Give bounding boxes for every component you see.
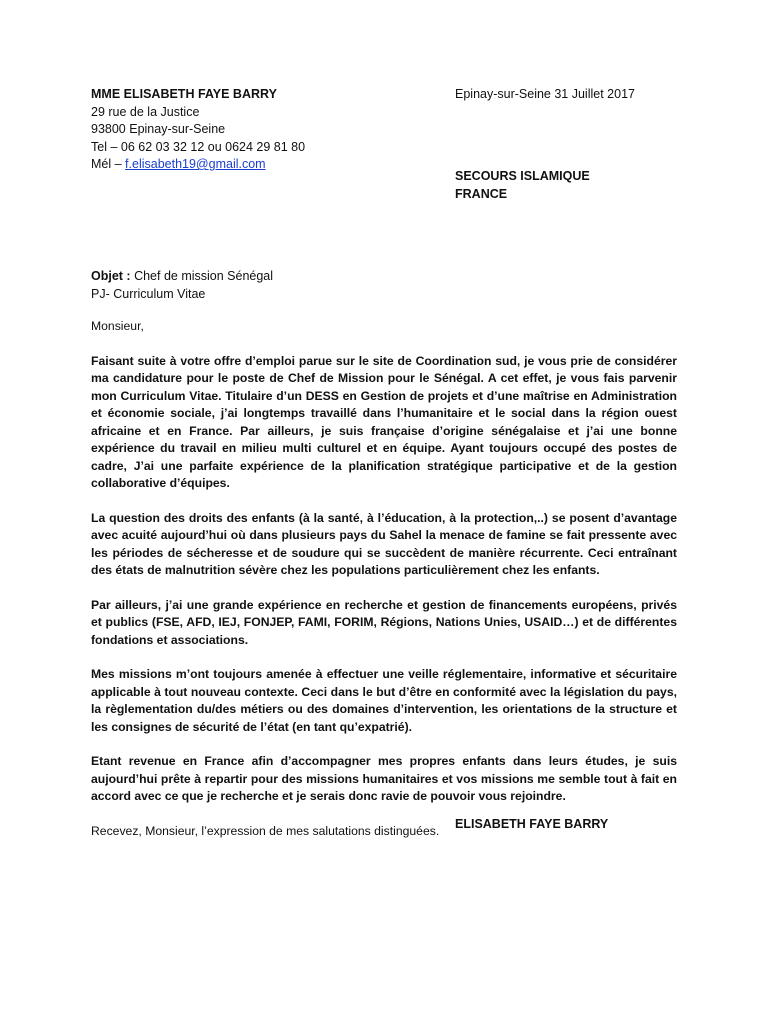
sender-email-link[interactable]: f.elisabeth19@gmail.com bbox=[125, 157, 266, 171]
signature: ELISABETH FAYE BARRY bbox=[455, 817, 609, 831]
salutation: Monsieur, bbox=[91, 319, 144, 333]
closing-line: Recevez, Monsieur, l’expression de mes salutations distinguées. bbox=[91, 823, 440, 838]
attachment-line: PJ- Curriculum Vitae bbox=[91, 286, 206, 301]
subject-label: Objet : bbox=[91, 269, 135, 283]
paragraph-1: Faisant suite à votre offre d’emploi parue sur le site de Coordination sud, je vous prie de considérer ma candidature pour le poste de Chef de Mission pour le Sénégal. A cet effet, je vous fais parvenir mon Curriculum Vitae. Titulaire d’un DESS en Gestion de projets et d’une maîtrise en Administration et économie sociale, j’ai longtemps travaillé dans l’humanitaire et le social dans la région ouest africaine et en France. Par ailleurs, je suis française d’origine sénégalaise et j’ai une bonne expérience du travail en milieu multi culturel et en équipe. Ayant toujours occupé des postes de cadre, J’ai une parfaite expérience de la planification stratégique participative et de la gestion collaborative d’équipes. bbox=[91, 353, 677, 490]
recipient-line-2: FRANCE bbox=[455, 186, 508, 201]
sender-email-line bbox=[91, 156, 305, 174]
paragraph-2: La question des droits des enfants (à la santé, à l’éducation, à la protection,..) se posent d’avantage avec acuité aujourd’hui où dans plusieurs pays du Sahel la menace de famine se fait pressente avec les périodes de sécheresse et de soudure qui se succèdent de manière récurrente. Ceci entraînant des états de malnutrition sévère chez les populations particulièrement chez les enfants. bbox=[91, 510, 677, 577]
paragraph-4: Mes missions m’ont toujours amenée à effectuer une veille réglementaire, informative et sécuritaire applicable à tout nouveau contexte. Ceci dans le but d’être en conformité avec la législation du pays, la règlementation du/des métiers ou des domaines d’intervention, les orientations de la structure et les consignes de sécurité de l’état (en tant qu’expatrié). bbox=[91, 667, 677, 734]
paragraph-5: Etant revenue en France afin d’accompagner mes propres enfants dans leurs études, je suis aujourd’hui prête à repartir pour des missions humanitaires et vos missions me semble tout à fait en accord avec ce que je recherche et je serais donc ravie de pouvoir vous rejoindre. bbox=[91, 754, 677, 803]
subject-line bbox=[91, 268, 273, 286]
sender-street: 29 rue de la Justice bbox=[91, 104, 200, 119]
sender-block bbox=[91, 86, 305, 174]
paragraph-3: Par ailleurs, j’ai une grande expérience en recherche et gestion de financements européens, privés et publics (FSE, AFD, IEJ, FONJEP, FAMI, FORIM, Régions, Nations Unies, USAID…) et de différentes fondations et associations. bbox=[91, 597, 677, 647]
letter-body bbox=[91, 318, 677, 857]
letter-date: Epinay-sur-Seine 31 Juillet 2017 bbox=[455, 87, 635, 101]
sender-city: 93800 Epinay-sur-Seine bbox=[91, 122, 226, 136]
sender-phone: Tel – 06 62 03 32 12 ou 0624 29 81 80 bbox=[91, 139, 306, 154]
sender-name: MME ELISABETH FAYE BARRY bbox=[91, 87, 277, 101]
subject-block bbox=[91, 268, 273, 303]
subject-value: Chef de mission Sénégal bbox=[134, 269, 274, 283]
recipient-line-1: SECOURS ISLAMIQUE bbox=[455, 169, 590, 183]
recipient-block bbox=[455, 168, 590, 203]
sender-email-prefix: Mél – bbox=[91, 157, 126, 171]
